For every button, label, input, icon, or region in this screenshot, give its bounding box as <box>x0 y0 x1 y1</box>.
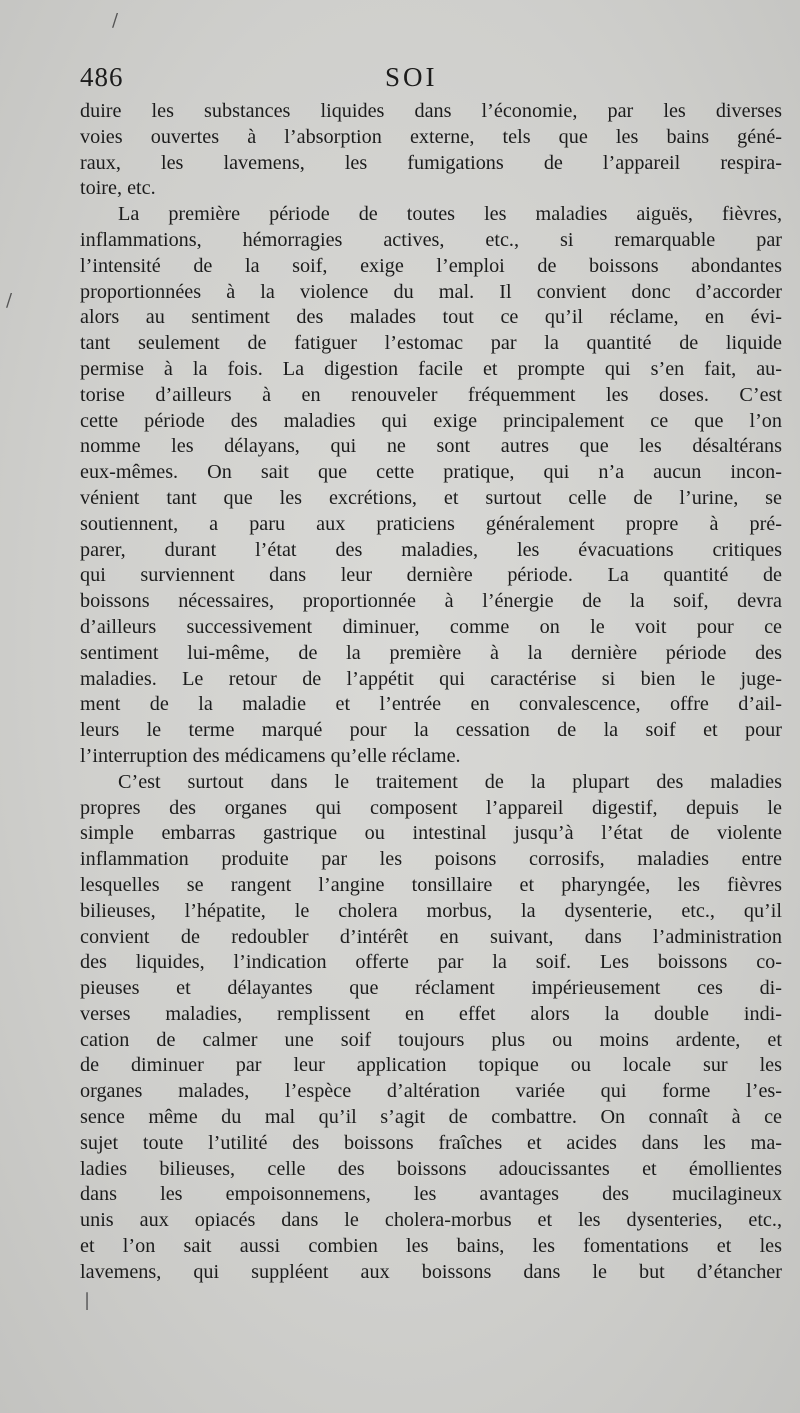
margin-speck: / <box>112 10 119 31</box>
text-line: organes malades, l’espèce d’altération variée qui forme l’es- <box>80 1080 782 1103</box>
text-line: sentiment lui-même, de la première à la dernière période des <box>80 641 782 664</box>
page-header <box>80 62 780 102</box>
text-line: ment de la maladie et l’entrée en convalescence, offre d’ail- <box>80 693 782 716</box>
text-line: leurs le terme marqué pour la cessation de la soif et pour <box>80 719 782 742</box>
text-line: des liquides, l’indication offerte par la soif. Les boissons co- <box>80 951 782 974</box>
text-line: qui surviennent dans leur dernière période. La quantité de <box>80 564 782 587</box>
text-line: nomme les délayans, qui ne sont autres que les désaltérans <box>80 435 782 458</box>
text-line: verses maladies, remplissent en effet alors la double indi- <box>80 1002 782 1025</box>
running-head: SOI <box>385 62 438 92</box>
body-text <box>80 99 782 1286</box>
text-line: bilieuses, l’hépatite, le cholera morbus, la dysenterie, etc., qu’il <box>80 899 782 922</box>
text-line: parer, durant l’état des maladies, les évacuations critiques <box>80 538 782 561</box>
text-line: La première période de toutes les maladies aiguës, fièvres, <box>118 203 782 226</box>
text-line: simple embarras gastrique ou intestinal jusqu’à l’état de violente <box>80 822 782 845</box>
text-line: l’interruption des médicamens qu’elle réclame. <box>80 744 461 767</box>
text-line: lavemens, qui suppléent aux boissons dans le but d’étancher <box>80 1260 782 1283</box>
text-line: boissons nécessaires, proportionnée à l’énergie de la soif, devra <box>80 590 782 613</box>
text-line: proportionnées à la violence du mal. Il convient donc d’accorder <box>80 280 782 303</box>
text-line: raux, les lavemens, les fumigations de l’appareil respira- <box>80 151 782 174</box>
text-line: C’est surtout dans le traitement de la plupart des maladies <box>118 770 782 793</box>
text-line: pieuses et délayantes que réclament impérieusement ces di- <box>80 977 782 1000</box>
text-line: sujet toute l’utilité des boissons fraîches et acides dans les ma- <box>80 1131 782 1154</box>
text-line: duire les substances liquides dans l’économie, par les diverses <box>80 100 782 122</box>
text-line: d’ailleurs successivement diminuer, comme on le voit pour ce <box>80 615 782 638</box>
text-line: tant seulement de fatiguer l’estomac par la quantité de liquide <box>80 332 782 355</box>
text-line: et l’on sait aussi combien les bains, les fomentations et les <box>80 1235 782 1258</box>
text-line: unis aux opiacés dans le cholera-morbus et les dysenteries, etc., <box>80 1209 782 1232</box>
text-line: maladies. Le retour de l’appétit qui caractérise si bien le juge- <box>80 667 782 690</box>
text-line: l’intensité de la soif, exige l’emploi de boissons abondantes <box>80 254 782 277</box>
text-line: permise à la fois. La digestion facile et prompte qui s’en fait, au- <box>80 357 782 380</box>
text-line: inflammations, hémorragies actives, etc., si remarquable par <box>80 228 782 251</box>
text-line: soutiennent, a paru aux praticiens généralement propre à pré- <box>80 512 782 535</box>
text-line: convient de redoubler d’intérêt en suivant, dans l’administration <box>80 925 782 948</box>
text-line: lesquelles se rangent l’angine tonsillaire et pharyngée, les fièvres <box>80 873 782 896</box>
text-line: cation de calmer une soif toujours plus ou moins ardente, et <box>80 1028 782 1051</box>
text-line: ladies bilieuses, celle des boissons adoucissantes et émollientes <box>80 1157 782 1180</box>
text-line: voies ouvertes à l’absorption externe, tels que les bains géné- <box>80 125 782 148</box>
text-line: inflammation produite par les poisons corrosifs, maladies entre <box>80 848 782 871</box>
text-line: sence même du mal qu’il s’agit de combattre. On connaît à ce <box>80 1106 782 1129</box>
text-line: toire, etc. <box>80 177 156 200</box>
text-line: de diminuer par leur application topique ou locale sur les <box>80 1054 782 1077</box>
text-line: alors au sentiment des malades tout ce qu’il réclame, en évi- <box>80 306 782 329</box>
text-line: torise d’ailleurs à en renouveler fréquemment les doses. C’est <box>80 383 782 406</box>
text-line: vénient tant que les excrétions, et surtout celle de l’urine, se <box>80 486 782 509</box>
text-line: propres des organes qui composent l’appareil digestif, depuis le <box>80 796 782 819</box>
text-line: cette période des maladies qui exige principalement ce que l’on <box>80 409 782 432</box>
page-number: 486 <box>80 62 124 92</box>
text-line: eux-mêmes. On sait que cette pratique, qui n’a aucun incon- <box>80 461 782 484</box>
text-line: dans les empoisonnemens, les avantages des mucilagineux <box>80 1183 782 1206</box>
margin-speck: / <box>6 290 13 311</box>
margin-speck: | <box>84 1290 91 1311</box>
